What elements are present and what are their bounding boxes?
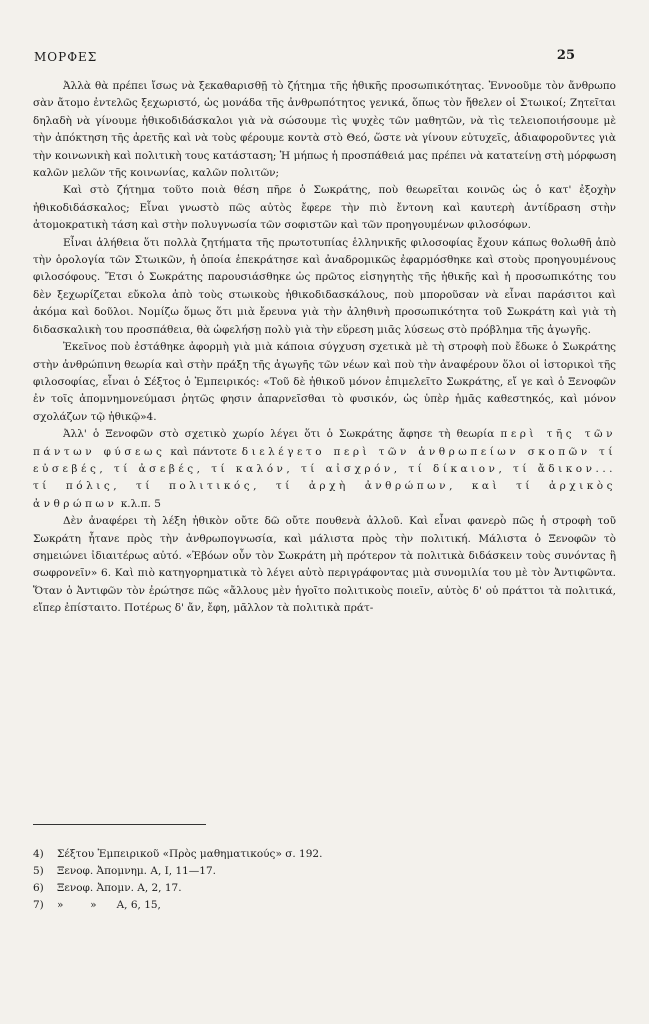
footnote-number: 5)	[33, 865, 44, 877]
footnotes	[33, 846, 593, 914]
footnote	[33, 897, 593, 914]
paragraph: Καὶ στὸ ζήτημα τοῦτο ποιὰ θέση πῆρε ὁ Σωκράτης, ποὺ θεωρεῖται κοινῶς ὡς ὁ κατ' ἐξοχὴν ἠθικοδιδάσκαλος; Εἶναι γνωστὸ πῶς αὐτὸς ἔφερε τὴν πιὸ ἔντονη καὶ καυτερὴ ἀντίδραση στὴν ἀτομοκρατικὴ τάση καὶ στὴν πολυγνωσία τῶν σοφιστῶν καὶ τῶν προηγουμένων φιλοσόφων.	[33, 184, 616, 232]
paragraph: Δὲν ἀναφέρει τὴ λέξη ἠθικὸν οὔτε δῶ οὔτε πουθενὰ ἀλλοῦ. Καὶ εἶναι φανερὸ πῶς ἡ στροφὴ τοῦ Σωκράτη ἦτανε πρὸς τὴν ἀνθρωπογνωσία, καὶ μάλιστα πρὸς τὴν πολιτική. Μάλιστα ὁ Ξενοφῶν τὸ σημειώνει ἰδιαιτέρως αὐτό. «Ἐβόων οὖν τὸν Σωκράτη μὴ πρότερον τὰ πολιτικὰ διδάσκειν τοὺς συνόντας ἢ σωφρονεῖν» 6. Καὶ πιὸ κατηγορηματικὰ τὸ λέγει αὐτὸ περιγράφοντας μιὰ συνομιλία του μὲ τὸν Ἀντιφῶντα. Ὅταν ὁ Ἀντιφῶν τὸν ἐρώτησε πῶς «ἄλλους μὲν ἡγοῖτο πολιτικοὺς ποιεῖν, αὐτὸς δ' οὐ πράττοι τὰ πολιτικά, εἴπερ ἐπίσταιτο. Ποτέρως δ' ἄν, ἔφη, μᾶλλον τὰ πολιτικὰ πράτ-	[33, 515, 616, 615]
spaced-quote: περὶ τῆς τῶν πάντων φύσεως	[33, 428, 617, 458]
body-text	[33, 78, 616, 618]
footnote-number: 6)	[33, 882, 44, 894]
paragraph-middle: καὶ πάντοτε	[170, 445, 237, 458]
footnote-rule	[33, 824, 206, 825]
running-title: ΜΟΡΦΕΣ	[34, 50, 98, 64]
footnote-number: 7)	[33, 899, 44, 911]
paragraph: Εἶναι ἀλήθεια ὅτι πολλὰ ζητήματα τῆς πρωτοτυπίας ἑλληνικῆς φιλοσοφίας ἔχουν κάπως θολωθῆ ἀπὸ τὴν ὁρολογία τῶν Στωικῶν, ἡ ὁποία ἐπεκράτησε καὶ ἀναδρομικῶς ἐφαρμόσθηκε καὶ στοὺς προηγουμένους φιλοσόφους. Ἔτσι ὁ Σωκράτης παρουσιάσθηκε ὡς πρῶτος εἰσηγητὴς τῆς ἠθικῆς καὶ ἡ προσωπικότης του δὲν ξεχωρίζεται εὔκολα ἀπὸ τοὺς στωικοὺς ἠθικοδιδασκάλους, ποὺ μποροῦσαν νὰ εἶναι παράσιτοι καὶ ἀκόμα καὶ δοῦλοι. Νομίζω ὅμως ὅτι μιὰ ἔρευνα γιὰ τὴν ἀληθινὴ προσωπικότητα τοῦ Σωκράτη καὶ γιὰ τὴ διδασκαλικὴ του προσπάθεια, θὰ ὠφελήσῃ πολὺ γιὰ τὴν εὕρεση μιᾶς λύσεως στὸ πρόβλημα τῆς ἀγωγῆς.	[33, 236, 616, 336]
paragraph-with-spaced-quote	[33, 426, 616, 513]
spaced-quote: διελέγετο περὶ τῶν ἀνθρωπείων σκοπῶν τί εὐσεβές, τί ἀσεβές, τί καλόν, τί αἰσχρόν, τί δίκαιον, τί ἄδικον... τί πόλις, τί πολιτικός, τί ἀρχὴ ἀνθρώπων, καὶ τί ἀρχικὸς ἀνθρώπων	[33, 445, 616, 510]
footnote	[33, 863, 593, 880]
paragraph-tail: κ.λ.π. 5	[120, 497, 161, 510]
footnote-text: » » Α, 6, 15,	[57, 899, 161, 911]
footnote-text: Σέξτου Ἐμπειρικοῦ «Πρὸς μαθηματικούς» σ. 192.	[57, 848, 323, 860]
footnote	[33, 880, 593, 897]
paragraph: Ἀλλὰ θὰ πρέπει ἴσως νὰ ξεκαθαρισθῇ τὸ ζήτημα τῆς ἠθικῆς προσωπικότητας. Ἐννοοῦμε τὸν ἄνθρωπο σὰν ἄτομο ἐντελῶς ξεχωριστό, ὡς μονάδα τῆς ἀνθρωπότητος γενικά, ὅπως τὸν ἤθελεν οἱ Στωικοί; Ζητεῖται δηλαδὴ νὰ γίνουμε ἠθικοδιδάσκαλοι γιὰ νὰ σώσουμε τὶς ψυχὲς τῶν μαθητῶν, νὰ τὶς τελειοποιήσουμε μὲ τὴν ἀπόκτηση τῆς ἀρετῆς καὶ νὰ τοὺς φέρουμε κοντὰ στὸ Θεό, ὥστε νὰ γίνουν εὐτυχεῖς, ἀδιαφοροῦντες γιὰ τὴν κοινωνικὴ καὶ πολιτικὴ τους κατάσταση; Ἡ μήπως ἡ προσπάθειά μας πρέπει νὰ κατατείνῃ στὴ μόρφωση καλῶν μελῶν τῆς κοινωνίας, καλῶν πολιτῶν;	[33, 80, 616, 180]
footnote-text: Ξενοφ. Ἀπομν. Α, 2, 17.	[57, 882, 182, 894]
footnote	[33, 846, 593, 863]
paragraph: Ἐκεῖνος ποὺ ἐστάθηκε ἀφορμὴ γιὰ μιὰ κάποια σύγχυση σχετικὰ μὲ τὴ στροφὴ ποὺ ἔδωκε ὁ Σωκράτης στὴν ἀνθρώπινη θεωρία καὶ στὴν πράξη τῆς ἀγωγῆς τῶν νέων καὶ ποὺ τὴν ἀναφέρουν ὅλοι οἱ ἱστορικοὶ τῆς φιλοσοφίας, εἶναι ὁ Σέξτος ὁ Ἐμπειρικός: «Τοῦ δὲ ἠθικοῦ μόνον ἐπιμελεῖτο Σωκράτης, εἴ γε καὶ ὁ Ξενοφῶν ἐν τοῖς ἀπομνημονεύμασι ῥητῶς φησιν ἀπαρνεῖσθαι τὸ φυσικόν, ὡς ὑπὲρ ἡμᾶς καθεστηκός, καὶ μόνον σχολάζων τῷ ἠθικῷ»4.	[33, 341, 616, 423]
page-number: 25	[556, 48, 575, 63]
page-header	[34, 50, 575, 70]
footnote-number: 4)	[33, 848, 44, 860]
footnote-text: Ξενοφ. Ἀπομνημ. Α, Ι, 11—17.	[57, 865, 217, 877]
paragraph-lead: Ἀλλ' ὁ Ξενοφῶν στὸ σχετικὸ χωρίο λέγει ὅτι ὁ Σωκράτης ἄφησε τὴ θεωρία	[63, 428, 495, 441]
